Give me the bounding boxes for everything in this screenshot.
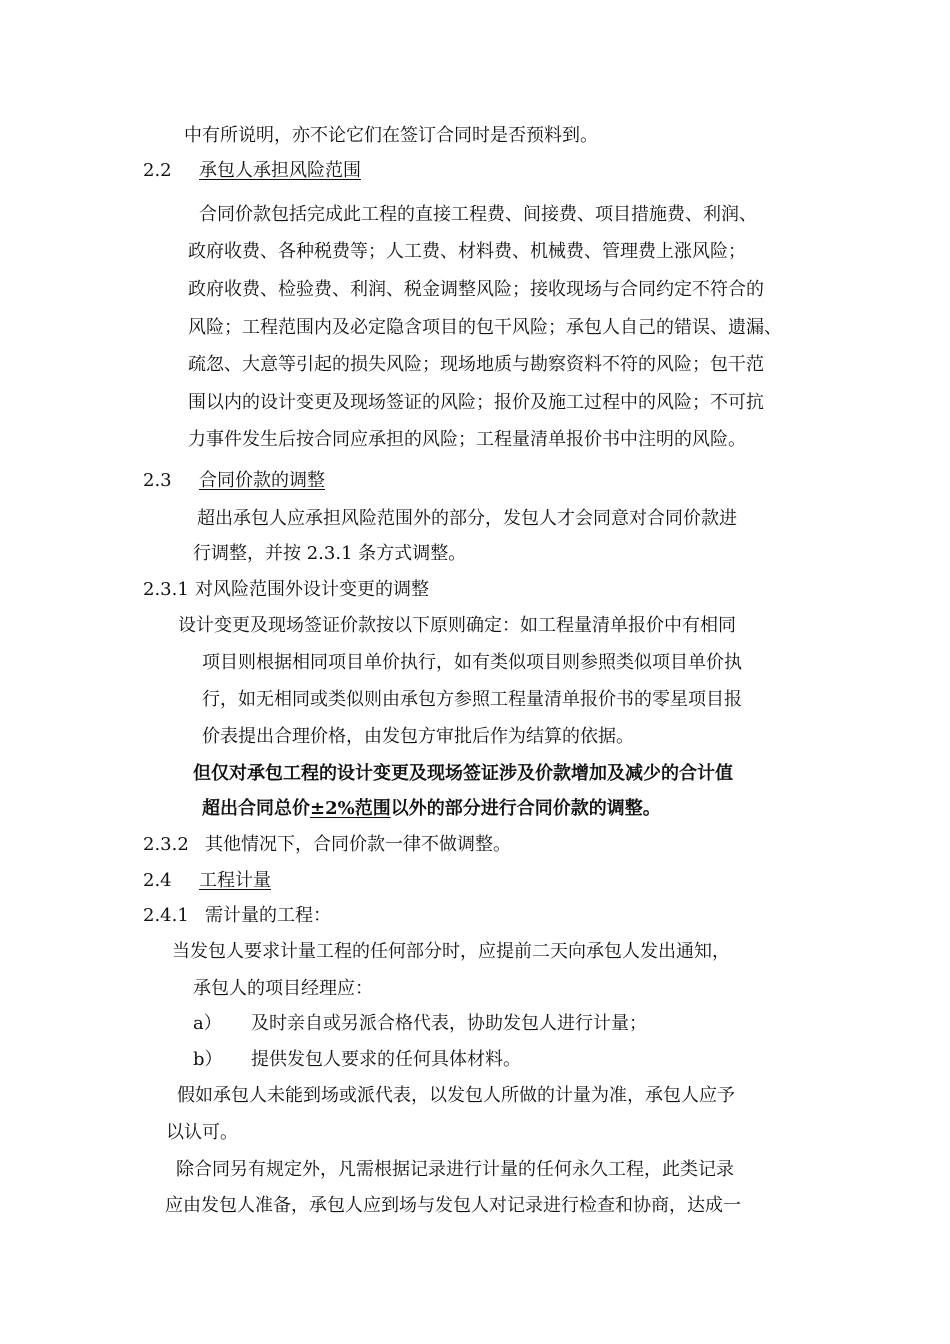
paragraph-line: 政府收费、检验费、利润、税金调整风险；接收现场与合同约定不符合的 <box>188 279 764 300</box>
section-title: 对风险范围外设计变更的调整 <box>195 579 429 600</box>
paragraph-line: 疏忽、大意等引起的损失风险；现场地质与勘察资料不符的风险；包干范 <box>188 354 764 375</box>
section-heading-2-4-1 <box>143 905 331 927</box>
list-marker: b） <box>193 1049 223 1070</box>
paragraph-line: 行调整，并按 2.3.1 条方式调整。 <box>193 543 467 564</box>
paragraph-line: 当发包人要求计量工程的任何部分时，应提前二天向承包人发出通知， <box>172 941 730 962</box>
paragraph-line: 价表提出合理价格，由发包方审批后作为结算的依据。 <box>202 726 634 747</box>
section-heading-2-3-1 <box>143 579 429 601</box>
section-title: 工程计量 <box>199 870 271 891</box>
section-heading-2-4 <box>143 870 271 892</box>
paragraph-line: 项目则根据相同项目单价执行，如有类似项目则参照类似项目单价执 <box>202 652 742 673</box>
bold-text: 以外的部分进行合同价款的调整。 <box>390 798 661 819</box>
list-item-text: 提供发包人要求的任何具体材料。 <box>251 1049 521 1070</box>
bold-text: 超出合同总价 <box>202 798 310 819</box>
section-heading-2-3 <box>143 470 325 492</box>
section-number: 2.3.2 <box>143 834 189 855</box>
paragraph-line: 风险；工程范围内及必定隐含项目的包干风险；承包人自己的错误、遗漏、 <box>188 317 782 338</box>
list-item-text: 及时亲自或另派合格代表，协助发包人进行计量； <box>251 1013 647 1034</box>
section-heading-2-2 <box>143 160 361 182</box>
section-title: 合同价款的调整 <box>199 470 325 491</box>
section-heading-2-3-2 <box>143 834 511 856</box>
paragraph-line: 设计变更及现场签证价款按以下原则确定：如工程量清单报价中有相同 <box>178 615 736 636</box>
paragraph-line: 应由发包人准备，承包人应到场与发包人对记录进行检查和协商，达成一 <box>165 1195 741 1216</box>
bold-paragraph-line <box>202 798 661 820</box>
paragraph-line: 政府收费、各种税费等；人工费、材料费、机械费、管理费上涨风险； <box>188 241 746 262</box>
list-item <box>193 1013 647 1035</box>
section-number: 2.2 <box>143 160 172 181</box>
paragraph-line: 中有所说明，亦不论它们在签订合同时是否预料到。 <box>184 125 598 146</box>
paragraph-line: 承包人的项目经理应： <box>193 978 373 999</box>
bold-underlined-text: ±2%范围 <box>310 798 391 819</box>
paragraph-line: 超出承包人应承担风险范围外的部分，发包人才会同意对合同价款进 <box>197 508 737 529</box>
section-number: 2.4.1 <box>143 905 189 926</box>
list-marker: a） <box>193 1013 222 1034</box>
section-number: 2.3.1 <box>143 579 189 600</box>
section-text: 其他情况下，合同价款一律不做调整。 <box>205 834 511 855</box>
paragraph-line: 合同价款包括完成此工程的直接工程费、间接费、项目措施费、利润、 <box>199 204 757 225</box>
section-number: 2.3 <box>143 470 172 491</box>
paragraph-line: 以认可。 <box>166 1122 238 1143</box>
section-title: 需计量的工程： <box>205 905 331 926</box>
paragraph-line: 围以内的设计变更及现场签证的风险；报价及施工过程中的风险；不可抗 <box>188 392 764 413</box>
paragraph-line: 行，如无相同或类似则由承包方参照工程量清单报价书的零星项目报 <box>202 689 742 710</box>
paragraph-line: 假如承包人未能到场或派代表，以发包人所做的计量为准，承包人应予 <box>177 1085 735 1106</box>
section-title: 承包人承担风险范围 <box>199 160 361 181</box>
paragraph-line: 除合同另有规定外，凡需根据记录进行计量的任何永久工程，此类记录 <box>176 1159 734 1180</box>
list-item <box>193 1049 521 1071</box>
bold-paragraph-line: 但仅对承包工程的设计变更及现场签证涉及价款增加及减少的合计值 <box>193 763 733 784</box>
section-number: 2.4 <box>143 870 172 891</box>
paragraph-line: 力事件发生后按合同应承担的风险；工程量清单报价书中注明的风险。 <box>188 429 746 450</box>
